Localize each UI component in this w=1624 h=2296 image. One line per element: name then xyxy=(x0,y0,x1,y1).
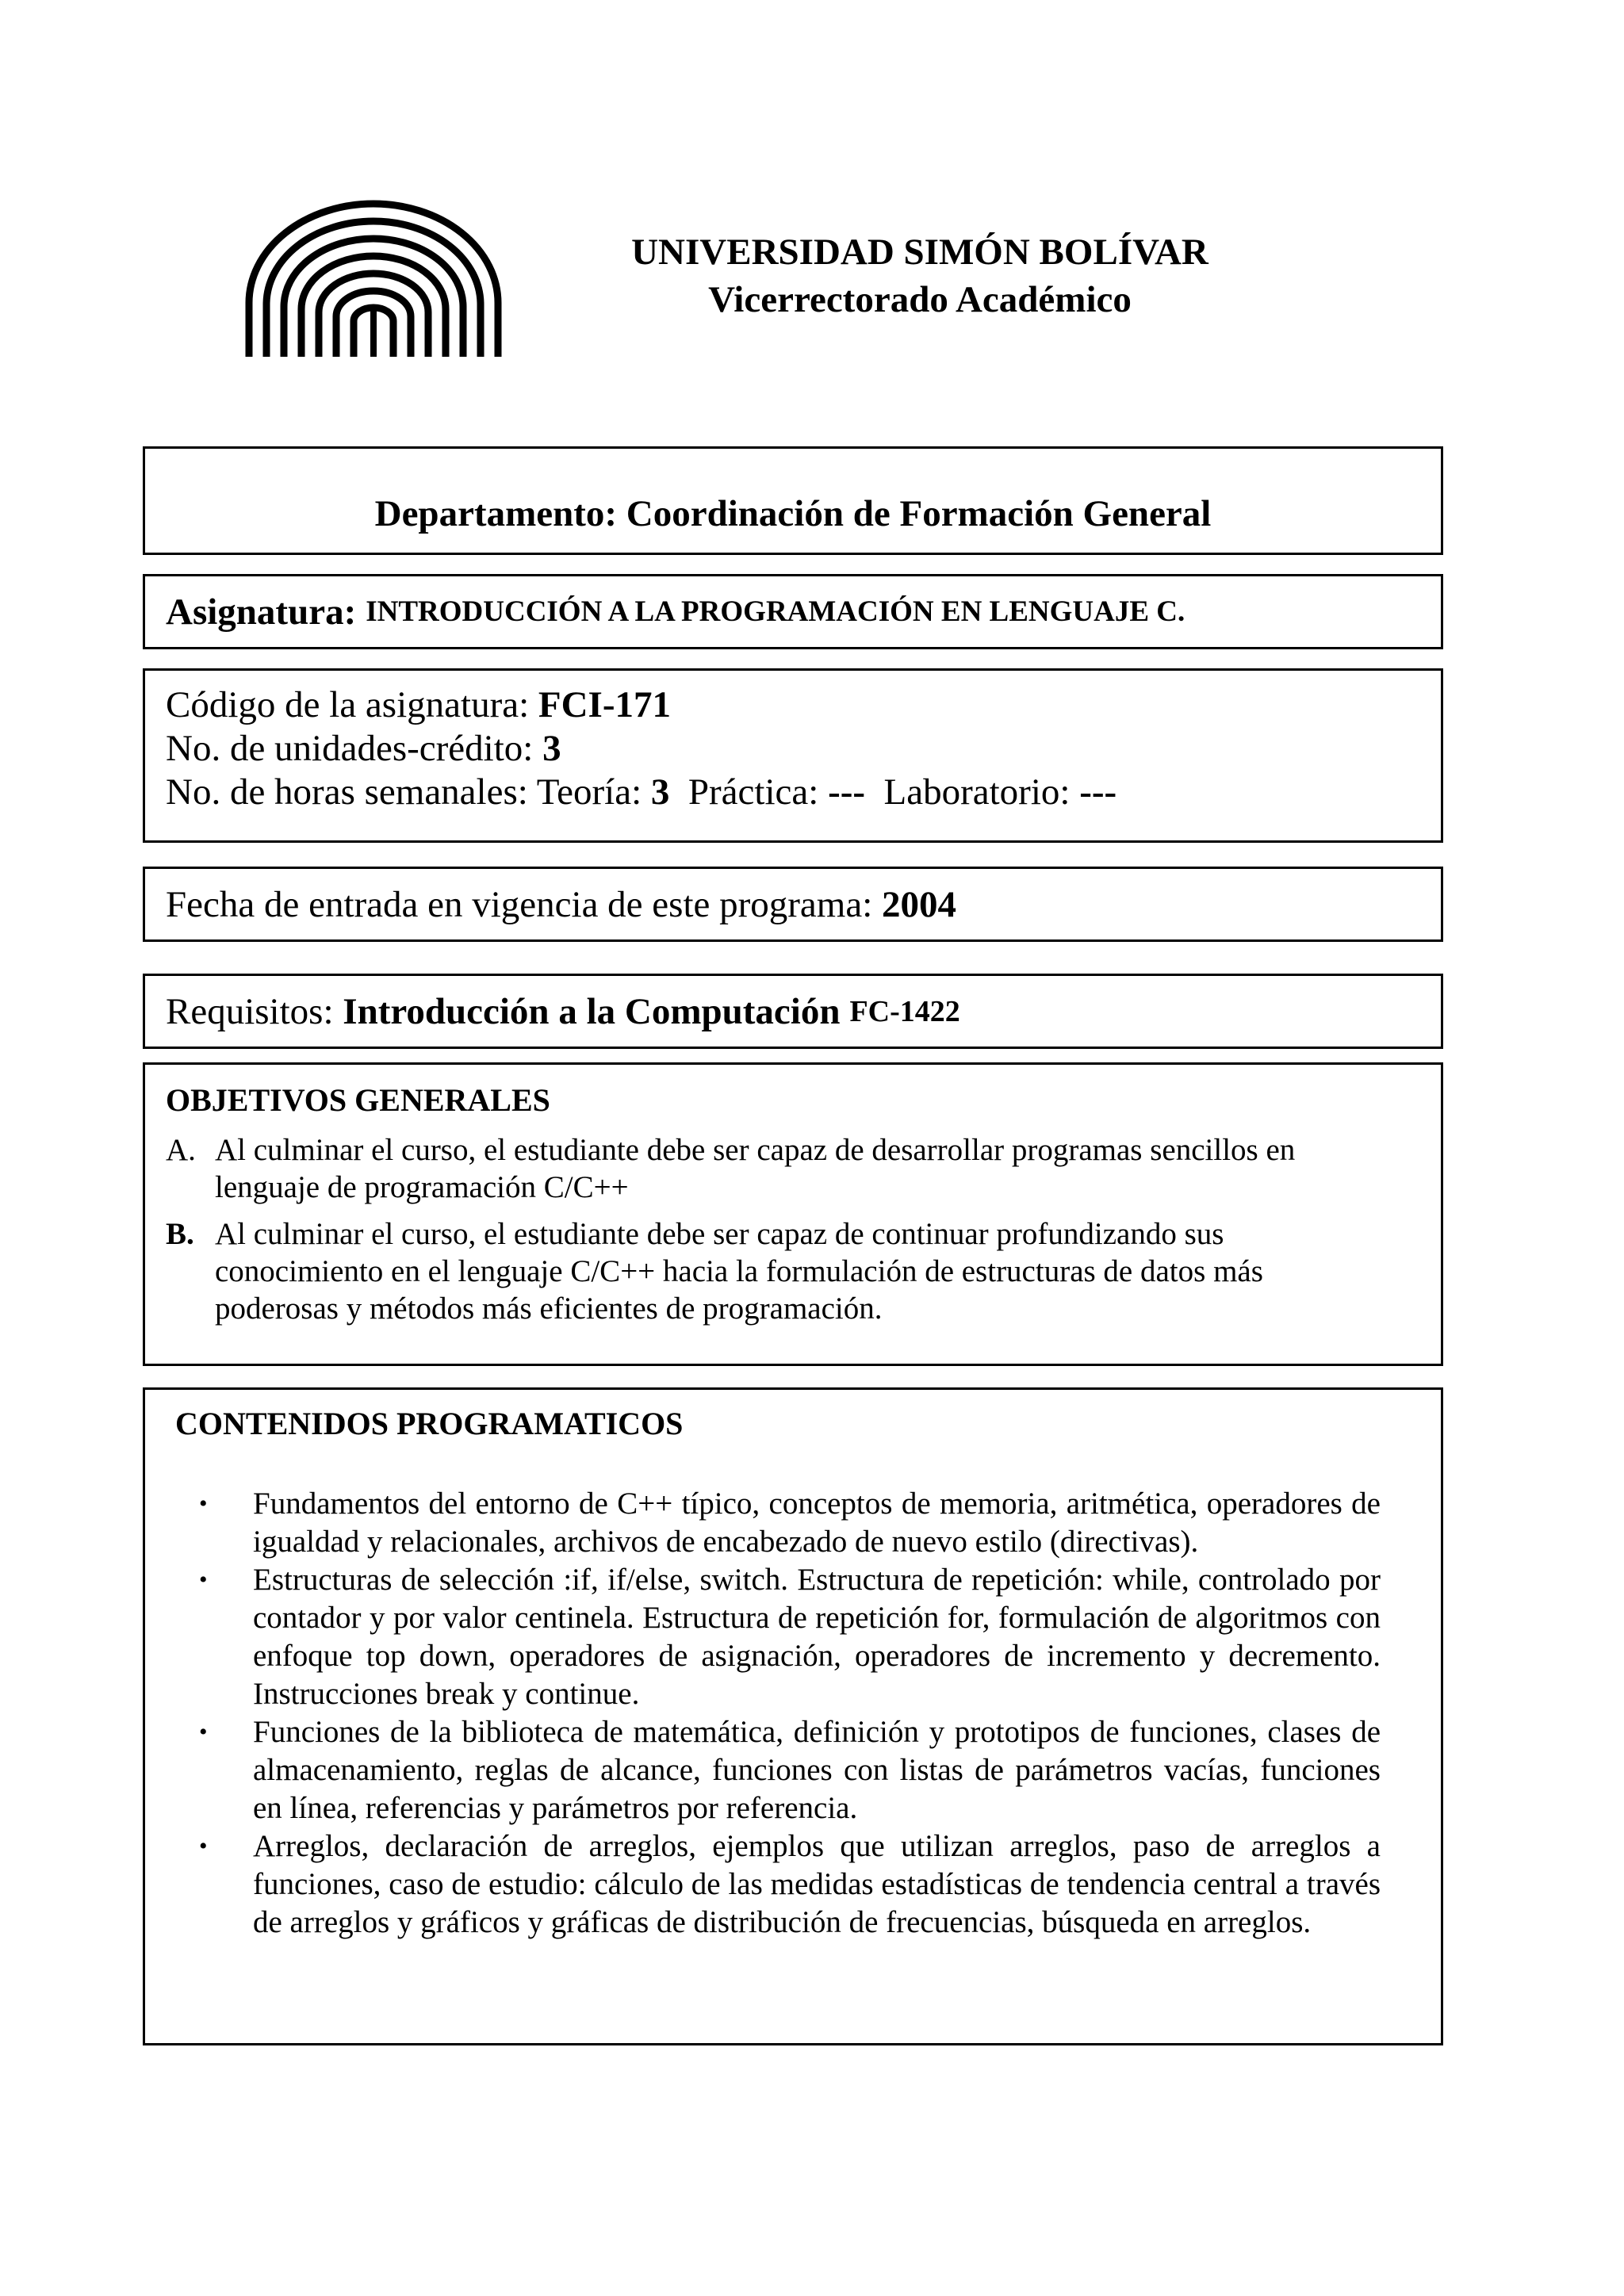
department-text: Departamento: Coordinación de Formación General xyxy=(374,493,1212,534)
effective-date-value: 2004 xyxy=(882,883,957,925)
objective-text: Al culminar el curso, el estudiante debe ser capaz de continuar profundizando sus conocimiento en el lenguaje C/C++ hacia la formulación de estructuras de datos más poderosas y métodos más eficientes de programación. xyxy=(215,1217,1263,1326)
practice-value: --- xyxy=(828,771,866,813)
practice-label: Práctica: xyxy=(688,771,819,813)
list-item-text: Arreglos, declaración de arreglos, ejemplos que utilizan arreglos, paso de arreglos a funciones, caso de estudio: cálculo de las medidas estadísticas de tendencia central a través de arreglos y gráficos y gráficas de distribución de frecuencias, búsqueda en arreglos. xyxy=(253,1829,1381,1939)
list-item-text: Funciones de la biblioteca de matemática, definición y prototipos de funciones, clases de almacenamiento, reglas de alcance, funciones con listas de parámetros vacías, funciones en línea, referencias y parámetros por referencia. xyxy=(253,1715,1381,1825)
course-info-box xyxy=(143,668,1443,843)
list-item-text: Fundamentos del entorno de C++ típico, conceptos de memoria, aritmética, operadores de igualdad y relacionales, archivos de encabezado de nuevo estilo (directivas). xyxy=(253,1487,1381,1559)
list-item xyxy=(175,1485,1381,1561)
academic-vice-rectorate: Vicerrectorado Académico xyxy=(708,279,1132,320)
objectives-box xyxy=(143,1062,1443,1366)
contents-list xyxy=(175,1485,1381,1942)
effective-date-box xyxy=(143,867,1443,942)
contents-box xyxy=(143,1387,1443,2045)
list-item-text: Estructuras de selección :if, if/else, switch. Estructura de repetición: while, controlado por contador y por valor centinela. Estructura de repetición for, formulación de algoritmos con enfoque top down, operadores de asignación, operadores de incremento y decremento. Instrucciones break y continue. xyxy=(253,1563,1381,1711)
theory-value: 3 xyxy=(650,771,670,813)
bullet-icon: • xyxy=(199,1567,208,1593)
bullet-icon: • xyxy=(199,1490,208,1517)
course-code-value: FCI-171 xyxy=(538,684,671,725)
bullet-icon: • xyxy=(199,1833,208,1859)
lab-label: Laboratorio: xyxy=(883,771,1071,813)
objective-text: Al culminar el curso, el estudiante debe ser capaz de desarrollar programas sencillos en lenguaje de programación C/C++ xyxy=(215,1133,1296,1204)
lab-value: --- xyxy=(1079,771,1117,813)
theory-label: Teoría: xyxy=(536,771,642,813)
university-name: UNIVERSIDAD SIMÓN BOLÍVAR xyxy=(631,232,1208,273)
objective-letter: B. xyxy=(166,1217,194,1251)
bullet-icon: • xyxy=(199,1719,208,1745)
weekly-hours-line xyxy=(166,771,1441,814)
requirements-box xyxy=(143,974,1443,1049)
objective-item xyxy=(166,1131,1393,1206)
objective-item xyxy=(166,1215,1393,1327)
effective-date-label: Fecha de entrada en vigencia de este programa: xyxy=(166,883,873,925)
department-box xyxy=(143,446,1443,555)
course-code-label: Código de la asignatura: xyxy=(166,684,530,725)
requirements-code: FC-1422 xyxy=(849,994,960,1028)
weekly-hours-label: No. de horas semanales: xyxy=(166,771,528,813)
subject-value: INTRODUCCIÓN A LA PROGRAMACIÓN EN LENGUAJE C. xyxy=(366,595,1185,628)
contents-title: CONTENIDOS PROGRAMATICOS xyxy=(175,1406,684,1441)
credits-line xyxy=(166,727,1441,771)
list-item xyxy=(175,1827,1381,1942)
list-item xyxy=(175,1713,1381,1827)
course-code-line xyxy=(166,683,1441,727)
subject-box xyxy=(143,574,1443,649)
objectives-title: OBJETIVOS GENERALES xyxy=(166,1082,550,1118)
credits-label: No. de unidades-crédito: xyxy=(166,728,534,769)
credits-value: 3 xyxy=(542,728,561,769)
subject-label: Asignatura: xyxy=(166,591,357,633)
objective-letter: A. xyxy=(166,1133,196,1167)
requirements-course: Introducción a la Computación xyxy=(343,990,841,1032)
requirements-label: Requisitos: xyxy=(166,990,334,1032)
list-item xyxy=(175,1561,1381,1713)
document-header xyxy=(523,228,1316,323)
university-logo xyxy=(238,192,509,360)
